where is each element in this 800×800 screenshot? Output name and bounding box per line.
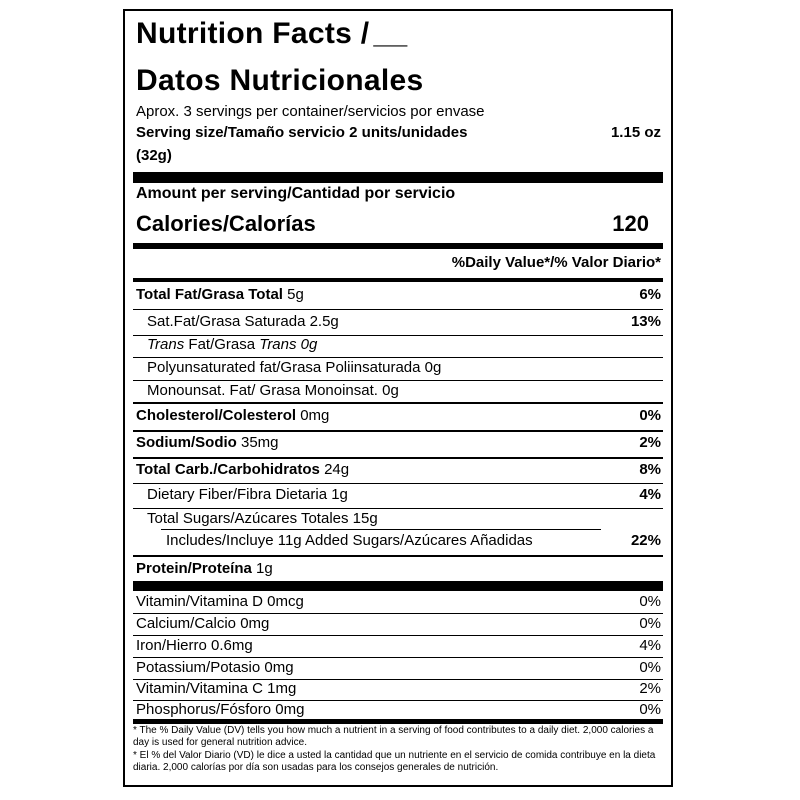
added-sugars-label: Includes/Incluye 11g Added Sugars/Azúcares Añadidas <box>166 532 533 549</box>
title-line-1: Nutrition Facts / __ <box>136 17 408 50</box>
trans-word: Trans <box>147 336 185 353</box>
total-fat-label: Total Fat/Grasa Total <box>136 286 283 303</box>
row-divider <box>133 555 663 557</box>
vitamin-dv: 0% <box>639 593 661 610</box>
trans-fat-label <box>147 336 317 353</box>
cholesterol-dv: 0% <box>639 407 661 424</box>
vitamin-dv: 0% <box>639 615 661 632</box>
trans-fat-amount: 0g <box>296 336 318 353</box>
vitamin-row: Vitamin/Vitamina D 0mcg <box>136 593 304 610</box>
medium-divider <box>133 719 663 724</box>
monounsaturated-fat-label: Monounsat. Fat/ Grasa Monoinsat. 0g <box>147 382 399 399</box>
dv-header-divider <box>133 278 663 282</box>
vitamin-dv: 0% <box>639 659 661 676</box>
row-divider <box>133 380 663 381</box>
vitamin-dv: 2% <box>639 680 661 697</box>
total-carb-dv: 8% <box>639 461 661 478</box>
title-line-2: Datos Nutricionales <box>136 64 424 97</box>
row-divider <box>133 635 663 636</box>
dietary-fiber-label: Dietary Fiber/Fibra Dietaria 1g <box>147 486 348 503</box>
trans-word: Trans <box>259 336 297 353</box>
cholesterol-row <box>136 407 329 424</box>
protein-amount: 1g <box>256 560 273 577</box>
medium-divider <box>133 243 663 249</box>
amount-per-serving: Amount per serving/Cantidad por servicio <box>136 185 456 202</box>
row-divider <box>133 430 663 432</box>
calories-value: 120 <box>612 211 649 236</box>
vitamin-dv: 0% <box>639 701 661 718</box>
row-divider <box>133 402 663 404</box>
calories-label: Calories/Calorías <box>136 211 316 236</box>
vitamin-row: Iron/Hierro 0.6mg <box>136 637 253 654</box>
protein-label: Protein/Proteína <box>136 560 252 577</box>
trans-fat-mid: Fat/Grasa <box>184 336 260 353</box>
vitamin-row: Vitamin/Vitamina C 1mg <box>136 680 297 697</box>
total-carb-row <box>136 461 349 478</box>
added-sugars-dv: 22% <box>630 532 661 549</box>
row-divider <box>133 357 663 358</box>
row-divider <box>133 483 663 484</box>
sat-fat-dv: 13% <box>630 313 661 330</box>
thick-divider <box>133 581 663 591</box>
sodium-dv: 2% <box>639 434 661 451</box>
serving-size-oz: 1.15 oz <box>610 124 661 141</box>
row-divider <box>133 657 663 658</box>
row-divider <box>133 508 663 509</box>
sat-fat-label: Sat.Fat/Grasa Saturada 2.5g <box>147 313 339 330</box>
vitamin-row: Potassium/Potasio 0mg <box>136 659 294 676</box>
thick-divider <box>133 172 663 183</box>
footnote-english: * The % Daily Value (DV) tells you how much a nutrient in a serving of food contributes to a daily diet. 2,000 calories a day is used for general nutrition advice. <box>133 725 654 748</box>
cholesterol-amount: 0mg <box>300 407 330 424</box>
total-fat-dv: 6% <box>639 286 661 303</box>
total-sugars-label: Total Sugars/Azúcares Totales 15g <box>147 510 378 527</box>
nutrition-facts-label <box>123 9 673 787</box>
vitamin-row: Phosphorus/Fósforo 0mg <box>136 701 305 718</box>
total-carb-label: Total Carb./Carbohidratos <box>136 461 320 478</box>
sodium-label: Sodium/Sodio <box>136 434 237 451</box>
footnote-spanish: * El % del Valor Diario (VD) le dice a usted la cantidad que un nutriente en el servicio de comida contribuye en la dieta diaria. 2,000 calorías por día son usadas para los consejos generales de nutrición. <box>133 750 656 773</box>
row-divider <box>133 309 663 310</box>
row-divider <box>133 613 663 614</box>
added-sugars-rule <box>161 529 601 530</box>
cholesterol-label: Cholesterol/Colesterol <box>136 407 297 424</box>
daily-value-header: %Daily Value*/% Valor Diario* <box>451 254 661 271</box>
row-divider <box>133 457 663 459</box>
serving-size-label: Serving size/Tamaño servicio 2 units/unidades <box>136 124 468 141</box>
protein-row <box>136 560 273 577</box>
total-fat-amount: 5g <box>287 286 304 303</box>
polyunsaturated-fat-label: Polyunsaturated fat/Grasa Poliinsaturada 0g <box>147 359 442 376</box>
sodium-amount: 35mg <box>241 434 279 451</box>
sodium-row <box>136 434 279 451</box>
vitamin-row: Calcium/Calcio 0mg <box>136 615 270 632</box>
total-fat-row <box>136 286 304 303</box>
serving-size-grams: (32g) <box>136 147 172 164</box>
servings-per-container: Aprox. 3 servings per container/servicios por envase <box>136 103 485 120</box>
vitamin-dv: 4% <box>639 637 661 654</box>
total-carb-amount: 24g <box>324 461 350 478</box>
dietary-fiber-dv: 4% <box>639 486 661 503</box>
title-blank: __ <box>373 17 408 50</box>
